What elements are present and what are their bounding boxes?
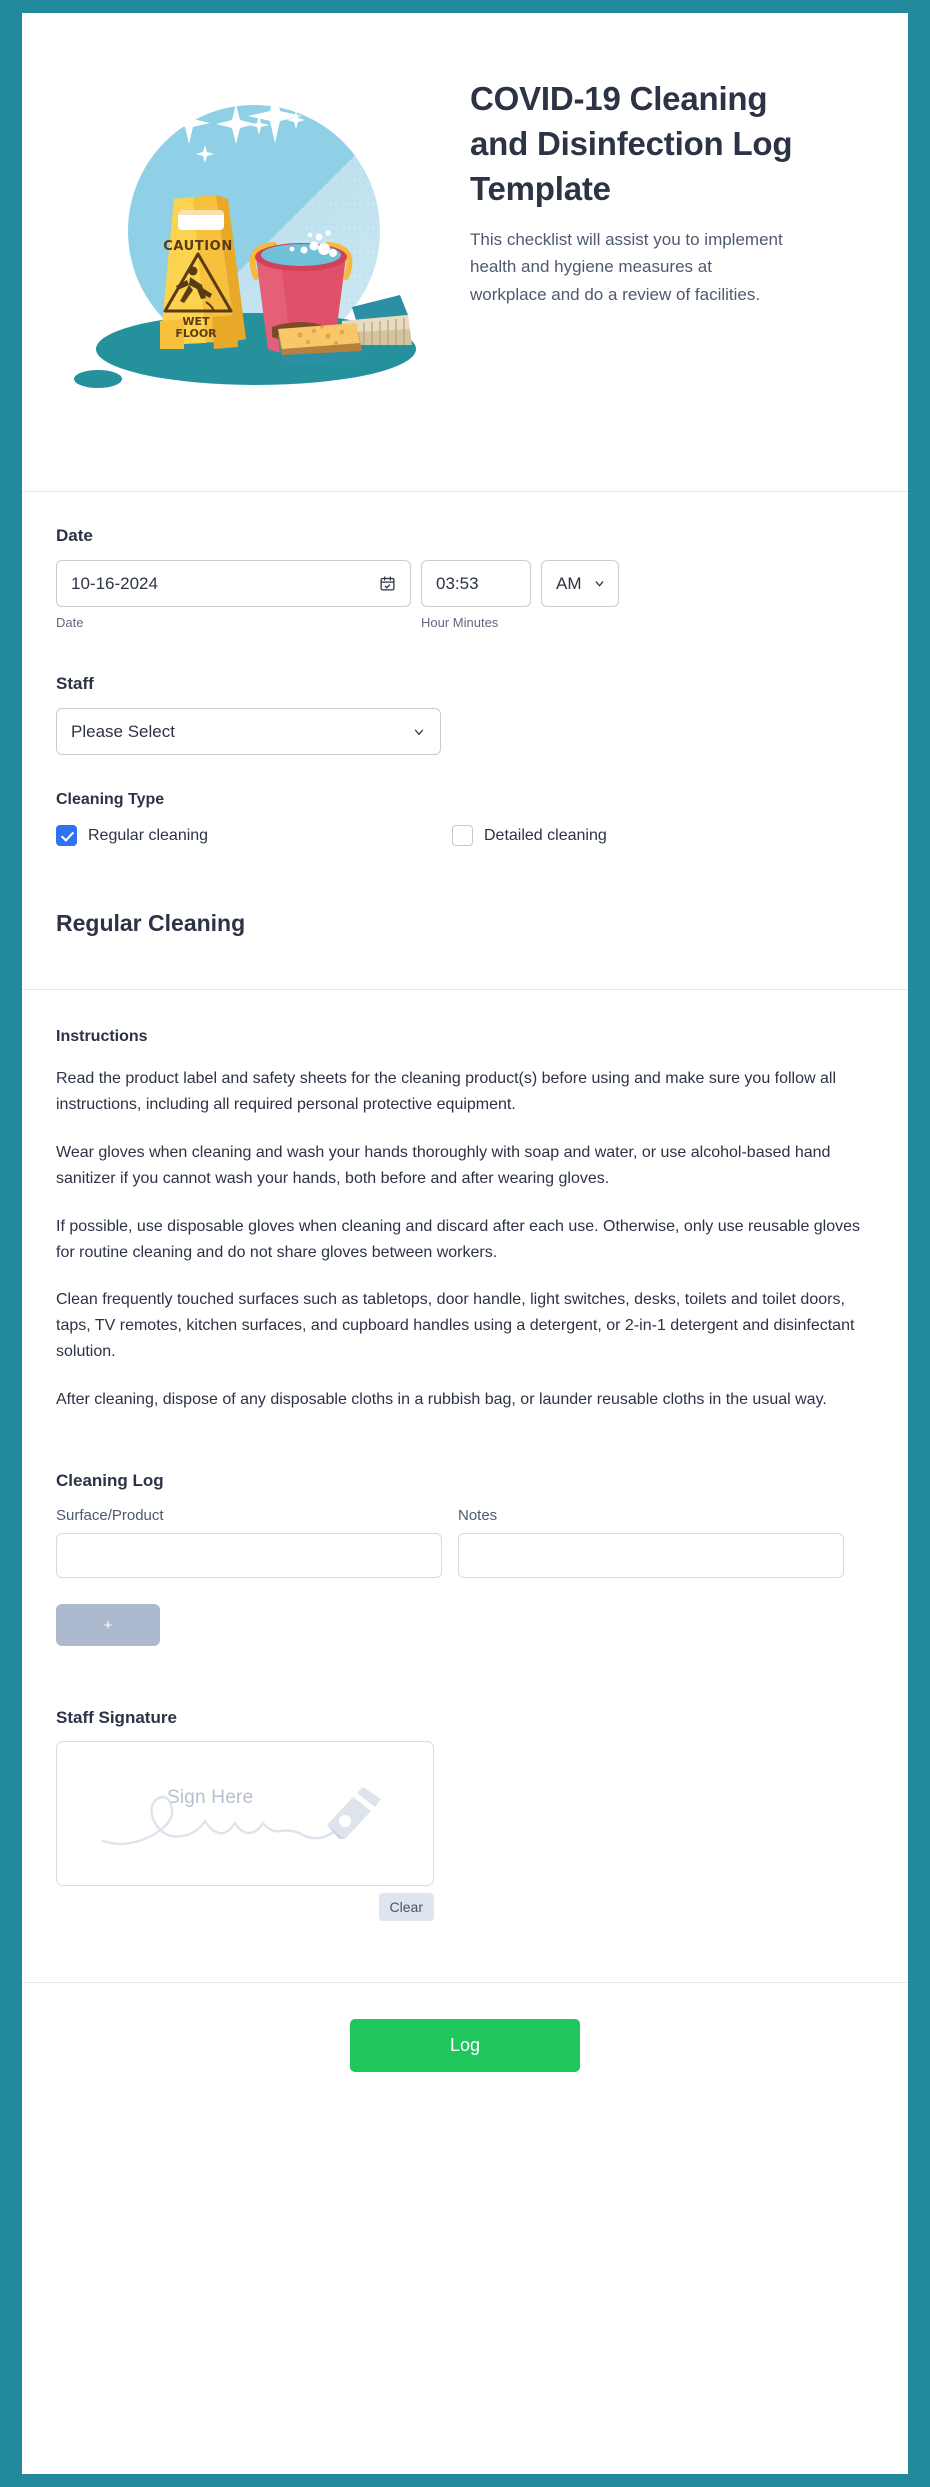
staff-select-value: Please Select xyxy=(71,721,175,741)
cleaning-log-section xyxy=(22,1413,908,1646)
ampm-value: AM xyxy=(556,573,582,593)
date-label: Date xyxy=(56,526,93,545)
staff-select[interactable] xyxy=(56,708,441,755)
checkbox-detailed-cleaning[interactable] xyxy=(452,825,607,846)
calendar-icon[interactable] xyxy=(379,575,396,592)
checkbox-detailed-cleaning-box[interactable] xyxy=(452,825,473,846)
chevron-down-icon[interactable] xyxy=(593,577,606,590)
cleaning-type-label: Cleaning Type xyxy=(56,791,165,808)
time-value: 03:53 xyxy=(436,573,479,593)
add-log-row-button[interactable]: + xyxy=(56,1604,160,1646)
signature-title: Staff Signature xyxy=(56,1708,177,1728)
signature-hint-text: Sign Here xyxy=(167,1786,254,1808)
cleaning-type-options xyxy=(56,825,874,846)
column-header-notes: Notes xyxy=(458,1507,498,1525)
instruction-paragraph: Clean frequently touched surfaces such as tabletops, door handle, light switches, desks, toilets and toilet doors, taps, TV remotes, kitchen surfaces, and cupboard handles using a detergent, or 2-in-1 detergent and disinfectant solution. xyxy=(56,1291,855,1361)
instruction-paragraph: Wear gloves when cleaning and wash your hands thoroughly with soap and water, or use alcohol-based hand sanitizer if you cannot wash your hands, both before and after wearing gloves. xyxy=(56,1143,831,1187)
date-value: 10-16-2024 xyxy=(71,573,158,593)
clear-signature-button[interactable]: Clear xyxy=(379,1893,434,1921)
form-footer xyxy=(22,1983,908,2108)
time-input[interactable] xyxy=(421,560,531,607)
date-sublabel: Date xyxy=(56,615,84,630)
pen-nib-icon xyxy=(327,1787,381,1839)
notes-input[interactable] xyxy=(458,1533,844,1578)
form-fields-section xyxy=(22,492,908,846)
staff-field-group xyxy=(56,674,874,755)
signature-pad[interactable] xyxy=(56,1741,434,1886)
instruction-paragraph: If possible, use disposable gloves when cleaning and discard after each use. Otherwise, only use reusable gloves for routine cleaning and do not share gloves between workers. xyxy=(56,1217,861,1261)
cleaning-type-group xyxy=(56,791,874,846)
svg-text:FLOOR: FLOOR xyxy=(175,327,217,340)
chevron-down-icon[interactable] xyxy=(412,725,426,739)
cleaning-log-title: Cleaning Log xyxy=(56,1471,164,1491)
cleaning-log-row xyxy=(56,1507,874,1578)
signature-placeholder-art xyxy=(95,1769,395,1859)
date-input[interactable] xyxy=(56,560,411,607)
signature-section xyxy=(22,1646,908,1916)
checkbox-detailed-cleaning-label: Detailed cleaning xyxy=(484,826,607,844)
form-card xyxy=(22,13,908,2474)
instructions-section xyxy=(22,990,908,1413)
instructions-body xyxy=(56,1066,874,1413)
staff-label: Staff xyxy=(56,674,94,693)
page-title: COVID-19 Cleaning and Disinfection Log Template xyxy=(470,80,793,207)
cleaning-illustration xyxy=(56,49,456,449)
checkbox-regular-cleaning-label: Regular cleaning xyxy=(88,826,209,844)
date-field-group xyxy=(56,526,874,630)
form-header xyxy=(22,13,908,449)
checkbox-regular-cleaning[interactable] xyxy=(56,825,452,846)
surface-product-input[interactable] xyxy=(56,1533,442,1578)
submit-log-button[interactable]: Log xyxy=(350,2019,580,2072)
regular-cleaning-heading: Regular Cleaning xyxy=(56,910,246,936)
time-sublabel: Hour Minutes xyxy=(421,615,499,630)
date-row xyxy=(56,560,874,630)
ampm-select[interactable] xyxy=(541,560,619,607)
instructions-title: Instructions xyxy=(56,1028,148,1045)
page-subtitle: This checklist will assist you to implement health and hygiene measures at workplace and do a review of facilities. xyxy=(470,229,783,304)
instruction-paragraph: Read the product label and safety sheets for the cleaning product(s) before using and make sure you follow all instructions, including all required personal protective equipment. xyxy=(56,1070,837,1113)
instruction-paragraph: After cleaning, dispose of any disposable cloths in a rubbish bag, or launder reusable cloths in the usual way. xyxy=(56,1391,827,1409)
header-text-block xyxy=(470,49,874,308)
cleaning-log-col-notes xyxy=(458,1507,844,1578)
column-header-surface-product: Surface/Product xyxy=(56,1507,164,1525)
svg-text:WET: WET xyxy=(182,315,210,328)
checkbox-regular-cleaning-box[interactable] xyxy=(56,825,77,846)
svg-text:CAUTION: CAUTION xyxy=(163,239,233,254)
cleaning-log-col-surface xyxy=(56,1507,442,1578)
